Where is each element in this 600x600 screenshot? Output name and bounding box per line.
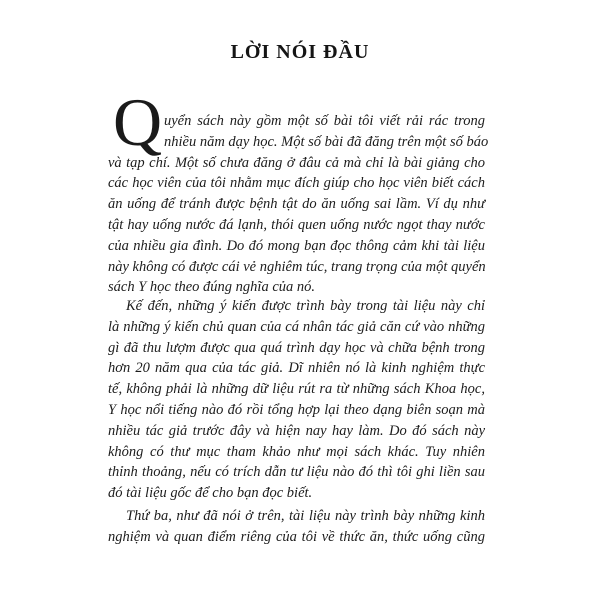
text-line: thỉnh thoảng, nếu có trích dẫn tư liệu nào đó thì tôi ghi liền sau bbox=[108, 464, 485, 481]
text-line: này không có được cái vẻ nghiêm túc, trang trọng của một quyển bbox=[108, 258, 486, 275]
page-title: LỜI NÓI ĐẦU bbox=[230, 41, 370, 63]
text-line: là những ý kiến chủ quan của cá nhân tác giả căn cứ vào những bbox=[108, 318, 485, 335]
text-line: của nhiều gia đình. Do đó mong bạn đọc thông cảm khi tài liệu bbox=[108, 237, 485, 254]
text-line: Kế đến, những ý kiến được trình bày trong tài liệu này chỉ bbox=[126, 298, 485, 314]
text-line: tế, không phải là những dữ liệu rút ra từ những sách Khoa học, bbox=[108, 381, 485, 398]
drop-cap: Q bbox=[113, 84, 163, 160]
paragraph-2 bbox=[108, 296, 485, 504]
text-line: nghiệm và quan điểm riêng của tôi về thức ăn, thức uống cũng bbox=[108, 528, 485, 545]
text-line: hơn 20 năm qua của tác giả. Dĩ nhiên nó là kinh nghiệm thực bbox=[108, 360, 485, 377]
text-line: không có thư mục tham khảo như mọi sách khác. Tuy nhiên bbox=[108, 443, 485, 460]
text-line: Thứ ba, như đã nói ở trên, tài liệu này trình bày những kinh bbox=[126, 508, 485, 524]
text-line: Y học nổi tiếng nào đó rồi tổng hợp lại theo dạng biên soạn mà bbox=[108, 401, 485, 418]
text-line: đó tài liệu gốc để cho bạn đọc biết. bbox=[108, 485, 313, 502]
paragraph-3 bbox=[108, 506, 485, 548]
text-line: uyển sách này gồm một số bài tôi viết rải rác trong bbox=[164, 113, 485, 129]
text-line: nhiều tác giả trước đây và hiện nay hay làm. Do đó sách này bbox=[108, 422, 485, 439]
text-line: các học viên của tôi nhằm mục đích giúp cho học viên biết cách bbox=[108, 175, 485, 192]
paragraph-1 bbox=[108, 111, 489, 298]
text-line: gì đã thu lượm được qua quá trình dạy học và chữa bệnh trong bbox=[108, 339, 485, 356]
text-line: nhiều năm dạy học. Một số bài đã đăng trên một số báo bbox=[164, 133, 489, 150]
text-line: sách Y học theo đúng nghĩa của nó. bbox=[108, 279, 316, 296]
text-line: tật hay uống nước đá lạnh, thói quen uống nước ngọt thay nước bbox=[108, 216, 485, 233]
text-line: và tạp chí. Một số chưa đăng ở đâu cả mà chỉ là bài giảng cho bbox=[108, 154, 485, 171]
text-line: ăn uống để tránh được bệnh tật do ăn uống sai lầm. Ví dụ như bbox=[108, 196, 485, 213]
